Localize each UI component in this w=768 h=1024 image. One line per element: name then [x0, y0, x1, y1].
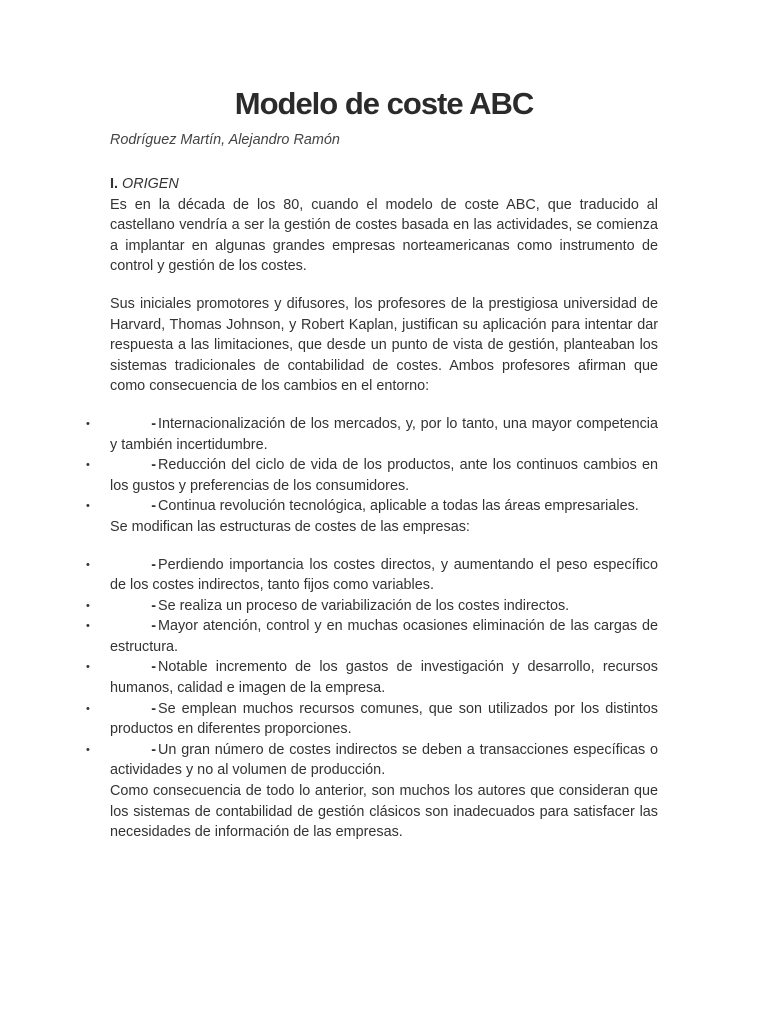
list-item — [86, 657, 658, 698]
list-item — [86, 616, 658, 657]
dash-marker: - — [151, 659, 156, 676]
dash-marker: - — [151, 457, 156, 474]
list-item-text: Se realiza un proceso de variabilización de los costes indirectos. — [158, 597, 570, 614]
section-number: I. — [110, 176, 118, 192]
list-item — [86, 455, 658, 496]
section-heading — [110, 174, 658, 195]
list-item — [86, 555, 658, 596]
document-title: Modelo de coste ABC — [234, 86, 534, 121]
list-item-text: Continua revolución tecnológica, aplicable a todas las áreas empresariales. — [158, 498, 639, 515]
list-item-text: Reducción del ciclo de vida de los productos, ante los continuos cambios en los gustos y preferencias de los consumidores. — [110, 457, 658, 494]
list-item-text: Notable incremento de los gastos de investigación y desarrollo, recursos humanos, calidad e imagen de la empresa. — [110, 659, 658, 697]
dash-marker: - — [151, 498, 156, 515]
list-item — [86, 496, 658, 517]
dash-marker: - — [151, 415, 156, 432]
bullet-list-cost-structure — [86, 555, 658, 782]
author-name: Rodríguez Martín, Alejandro Ramón — [110, 132, 340, 148]
paragraph: Se modifican las estructuras de costes de las empresas: — [110, 518, 470, 535]
list-item — [86, 740, 658, 781]
bullet-icon: • — [86, 558, 90, 571]
bullet-icon: • — [86, 620, 90, 633]
list-item-text: Mayor atención, control y en muchas ocasiones eliminación de las cargas de estructura. — [110, 618, 658, 655]
dash-marker: - — [151, 597, 156, 614]
list-item — [86, 414, 658, 455]
list-item-text: Se emplean muchos recursos comunes, que son utilizados por los distintos productos en diferentes proporciones. — [110, 700, 658, 738]
dash-marker: - — [151, 618, 156, 635]
bullet-icon: • — [86, 500, 90, 513]
list-item-text: Un gran número de costes indirectos se deben a transacciones específicas o actividades y no al volumen de producción. — [110, 741, 658, 779]
bullet-icon: • — [86, 661, 90, 674]
section-name: ORIGEN — [122, 176, 179, 192]
dash-marker: - — [151, 556, 156, 573]
list-item — [86, 596, 658, 617]
list-item-text: Internacionalización de los mercados, y, por lo tanto, una mayor competencia y también incertidumbre. — [110, 415, 658, 453]
bullet-list-environment-changes — [86, 414, 658, 517]
bullet-icon: • — [86, 599, 90, 612]
list-item — [86, 699, 658, 740]
closing-paragraph: Como consecuencia de todo lo anterior, son muchos los autores que consideran que los sistemas de contabilidad de gestión clásicos son inadecuados para satisfacer las necesidades de información de las empresas. — [110, 783, 658, 841]
bullet-icon: • — [86, 743, 90, 756]
paragraph: Sus iniciales promotores y difusores, los profesores de la prestigiosa universidad de Harvard, Thomas Johnson, y Robert Kaplan, justifican su aplicación para intentar dar respuesta a las limitaciones, que desde un punto de vista de gestión, planteaban los sistemas tradicionales de contabilidad de costes. Ambos profesores afirman que como consecuencia de los cambios en el entorno: — [110, 295, 658, 395]
bullet-icon: • — [86, 702, 90, 715]
dash-marker: - — [151, 700, 156, 717]
bullet-icon: • — [86, 459, 90, 472]
paragraph: Es en la década de los 80, cuando el modelo de coste ABC, que traducido al castellano vendría a ser la gestión de costes basada en las actividades, se comienza a implantar en algunas grandes empresas norteamericanas como instrumento de control y gestión de los costes. — [110, 196, 658, 275]
list-item-text: Perdiendo importancia los costes directos, y aumentando el peso específico de los costes indirectos, tanto fijos como variables. — [110, 556, 658, 594]
document-body — [86, 174, 658, 843]
bullet-icon: • — [86, 417, 90, 430]
dash-marker: - — [151, 741, 156, 758]
